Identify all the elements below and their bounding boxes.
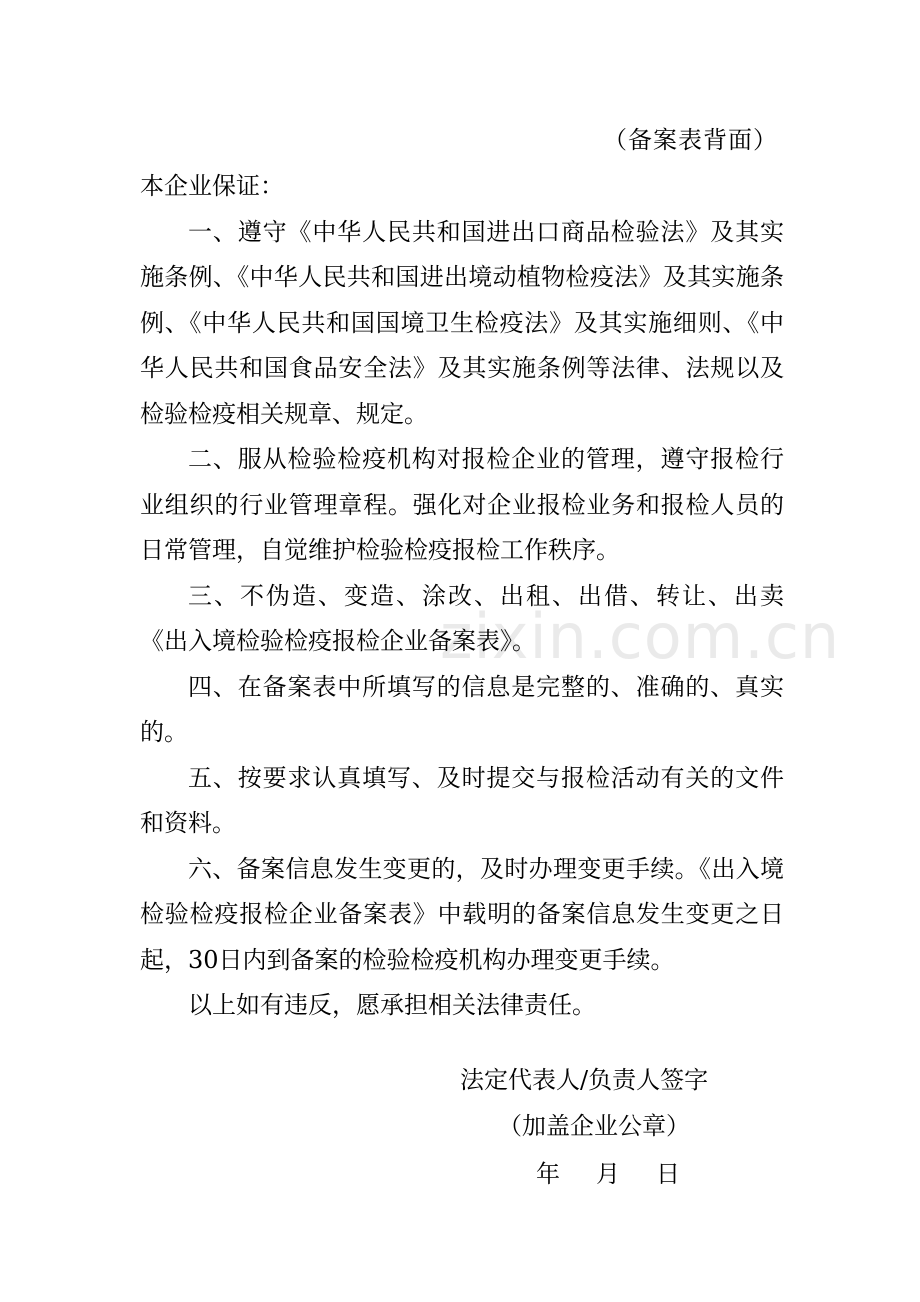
date-line [536,1154,680,1189]
document-body [140,164,784,1029]
date-day: 日 [656,1160,680,1188]
clause-2: 二、服从检验检疫机构对报检企业的管理，遵守报检行业组织的行业管理章程。强化对企业报检业务和报检人员的日常管理，自觉维护检验检疫报检工作秩序。 [140,445,784,564]
intro-line: 本企业保证： [140,172,284,200]
signer-label: 法定代表人/负责人签字 [460,1066,709,1094]
clause-1: 一、遵守《中华人民共和国进出口商品检验法》及其实施条例、《中华人民共和国进出境动植物检疫法》及其实施条例、《中华人民共和国国境卫生检疫法》及其实施细则、《中华人民共和国食品安全法》及其实施条例等法律、法规以及检验检疫相关规章、规定。 [140,217,784,428]
header-note: （备案表背面） [603,126,778,154]
clause-5: 五、按要求认真填写、及时提交与报检活动有关的文件和资料。 [140,763,784,837]
liability-statement: 以上如有违反，愿承担相关法律责任。 [188,991,596,1019]
watermark-text: zixin.com.cn [440,600,841,673]
seal-label: （加盖企业公章） [498,1112,690,1140]
date-month: 月 [596,1160,620,1188]
clause-4: 四、在备案表中所填写的信息是完整的、准确的、真实的。 [140,672,784,746]
clause-6: 六、备案信息发生变更的，及时办理变更手续。《出入境检验检疫报检企业备案表》中载明的备案信息发生变更之日起，30日内到备案的检验检疫机构办理变更手续。 [140,854,784,974]
date-year: 年 [536,1160,560,1188]
clause-3: 三、不伪造、变造、涂改、出租、出借、转让、出卖《出入境检验检疫报检企业备案表》。 [140,581,784,655]
